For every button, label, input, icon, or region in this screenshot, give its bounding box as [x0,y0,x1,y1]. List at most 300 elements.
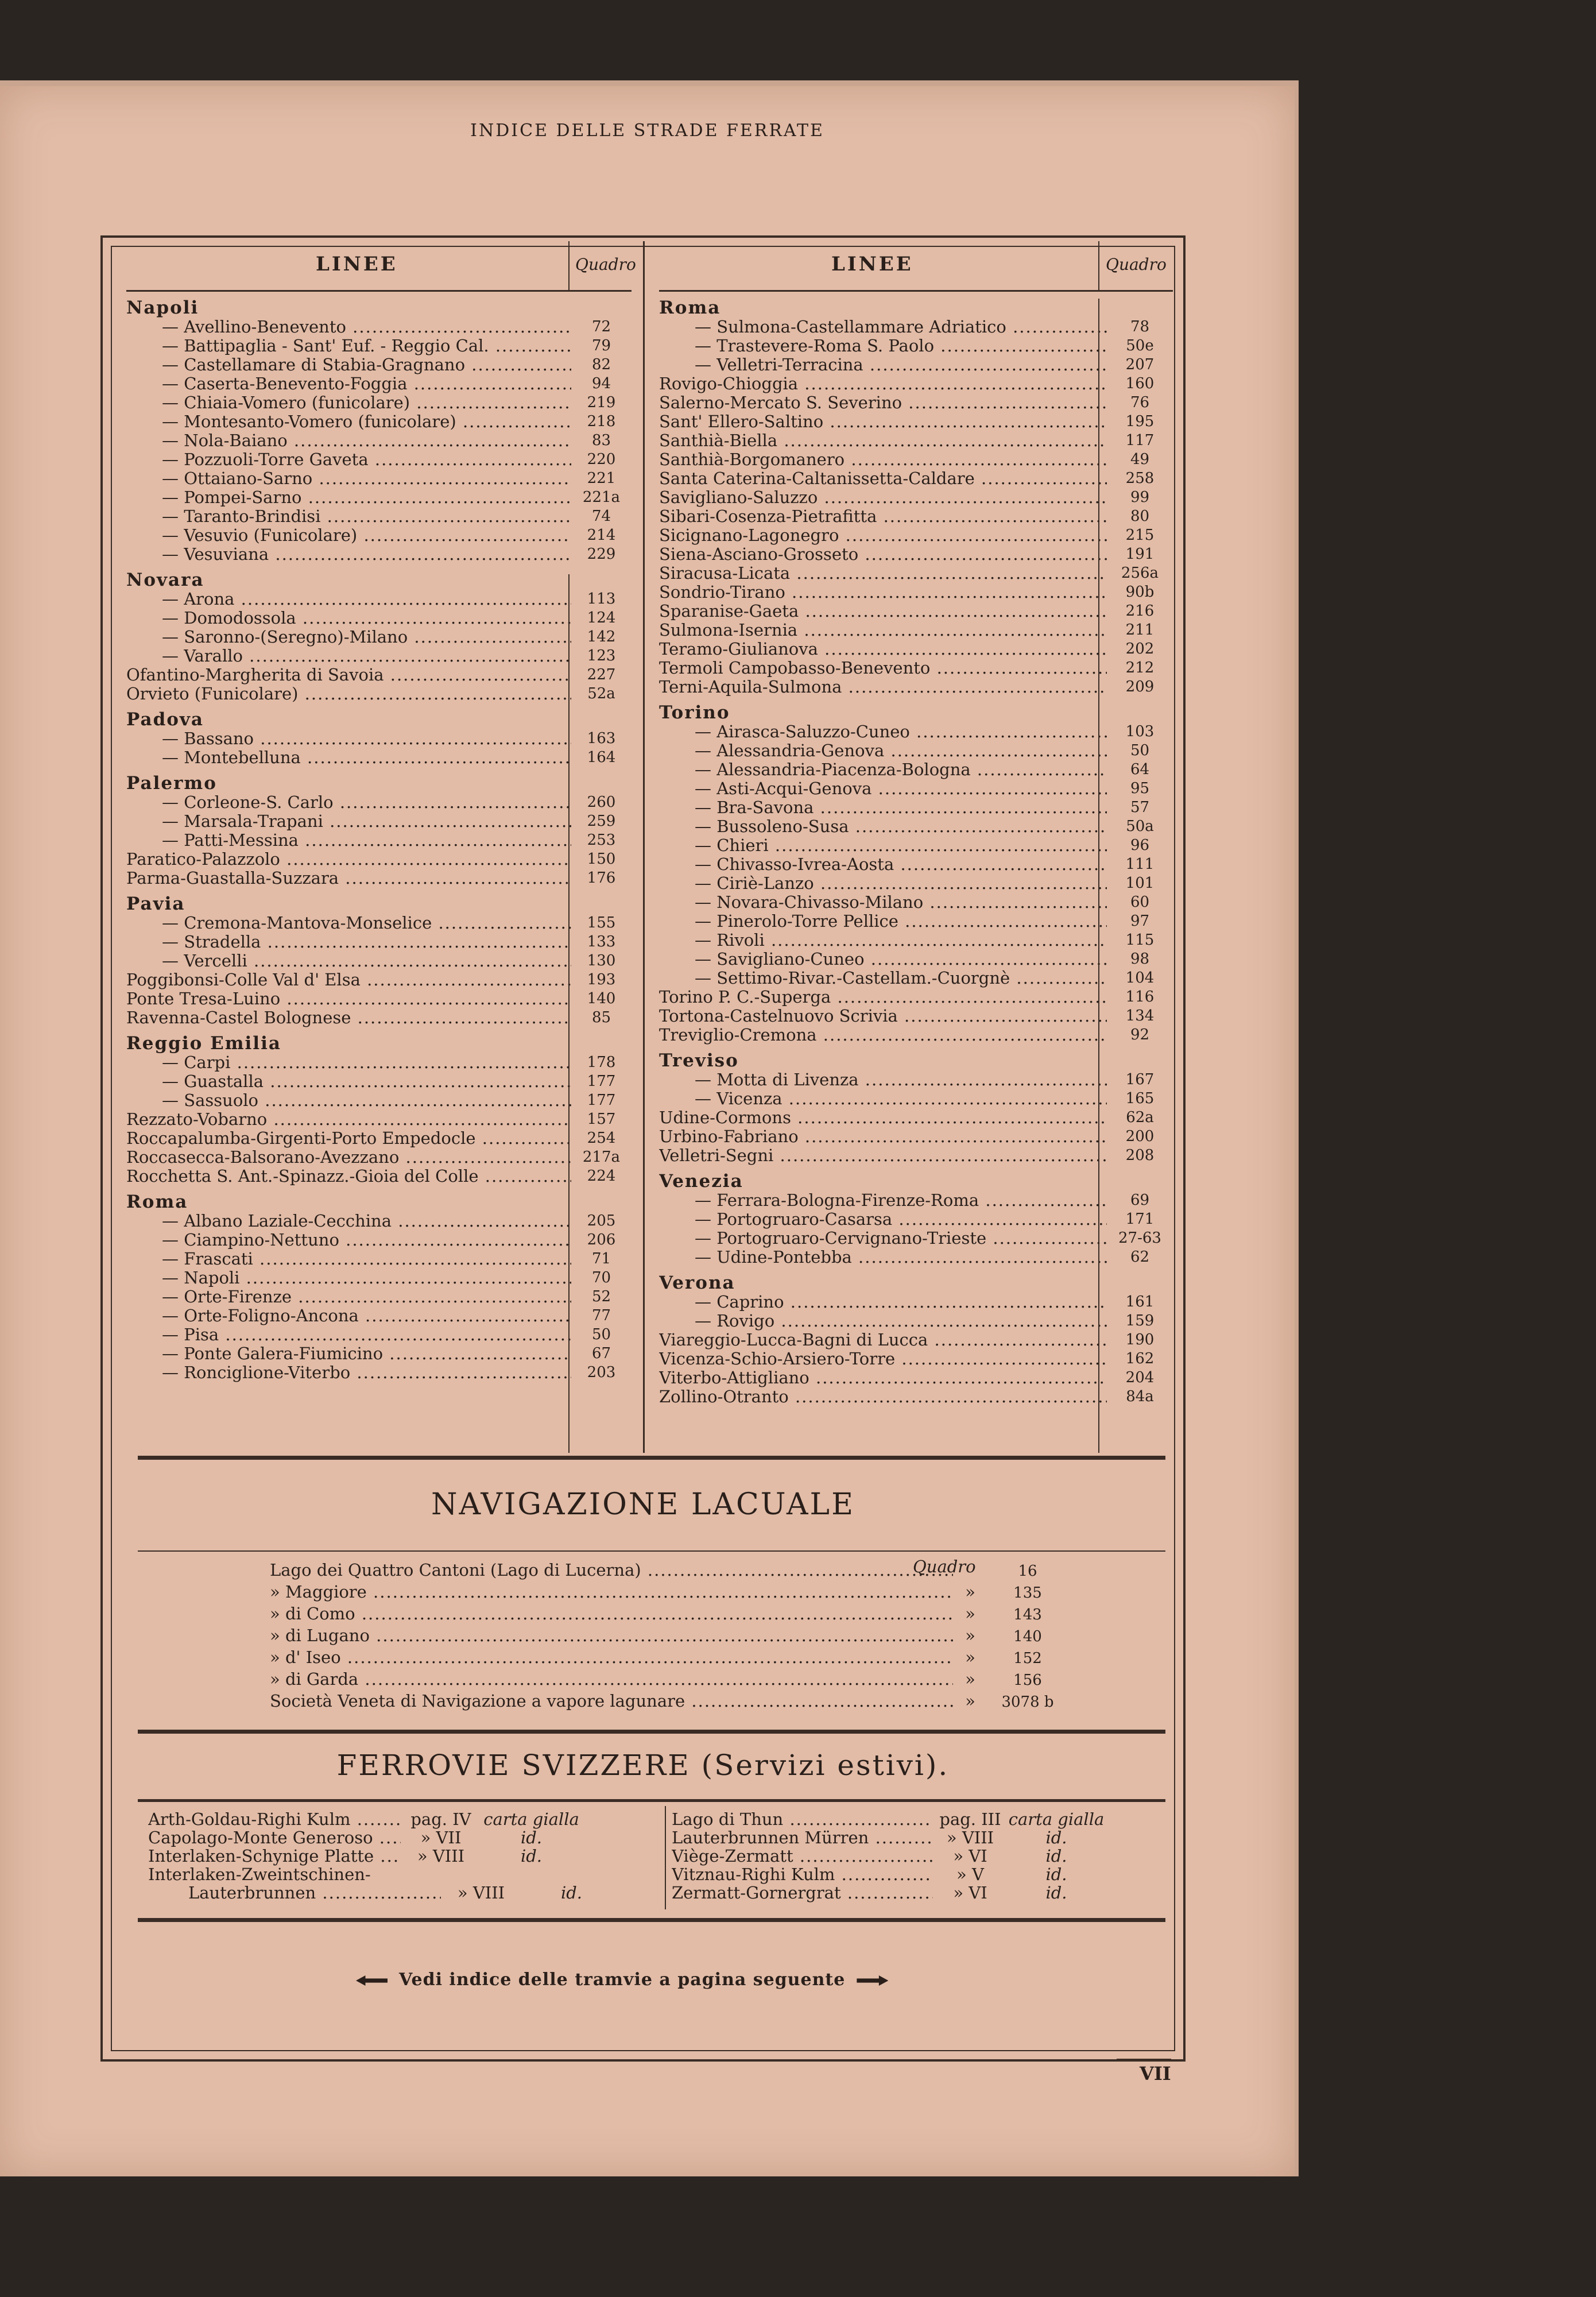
lake-name: » di Lugano ..... [270,1626,953,1645]
group-heading [659,1172,1173,1191]
quadro-number: 50e [1126,337,1154,354]
index-row [126,545,632,564]
quadro-number: 204 [1125,1369,1155,1386]
spacer [659,1165,1173,1172]
lake-row [270,1689,1177,1711]
spacer [126,767,632,774]
quadro-number: 67 [591,1345,611,1362]
index-row [659,526,1173,545]
group-heading [126,1034,632,1053]
ditto-mark: » [965,1691,975,1711]
ditto-mark: » [965,1648,975,1667]
lines-heading: LINEE [316,253,398,276]
index-row [659,741,1173,760]
line-name: — Sassuolo ..... [126,1091,571,1110]
page-number: VII [1140,2063,1171,2085]
index-row [126,469,632,488]
group-heading [659,1051,1173,1070]
quadro-number: 133 [587,933,616,950]
index-row [126,1167,632,1186]
group-name: Novara [126,571,204,590]
line-name: Velletri-Segni ..... [659,1146,1107,1165]
quadro-number: 162 [1125,1350,1155,1367]
index-row [126,412,632,431]
lake-list [270,1558,1177,1711]
swiss-left-list [148,1811,622,1902]
line-name: — Rovigo ..... [659,1312,1107,1331]
lake-name: » d' Iseo ..... [270,1648,953,1667]
index-row [126,590,632,609]
index-row [126,989,632,1008]
swiss-line-name: Zermatt-Gornergrat ..... [672,1883,933,1902]
quadro-number: 98 [1130,950,1150,968]
line-name: — Avellino-Benevento ..... [126,318,571,337]
line-name: — Vesuvio (Funicolare) ..... [126,526,571,545]
quadro-heading: Quadro [1106,255,1167,274]
right-column-header [659,241,1173,292]
spacer [126,703,632,710]
line-name: Siena-Asciano-Grosseto ..... [659,545,1107,564]
line-name: — Ponte Galera-Fiumicino ..... [126,1344,571,1363]
swiss-row [672,1884,1105,1902]
quadro-number: 52a [587,685,615,702]
lines-heading: LINEE [831,253,913,276]
index-row [659,1108,1173,1127]
quadro-number: 117 [1125,432,1155,449]
ditto-mark: » [965,1582,975,1602]
quadro-number: 78 [1130,318,1150,335]
line-name: Poggibonsi-Colle Val d' Elsa ..... [126,970,571,989]
swiss-line-name: Lauterbrunnen Mürren ..... [672,1828,933,1847]
index-row [126,933,632,952]
index-row [659,507,1173,526]
quadro-number: 3078 b [1001,1693,1054,1711]
quadro-number: 134 [1125,1007,1155,1024]
quadro-number: 76 [1130,394,1150,411]
quadro-number: 208 [1125,1147,1155,1164]
index-row [126,1110,632,1129]
line-name: — Albano Laziale-Cecchina ..... [126,1212,571,1231]
quadro-number: 74 [591,508,611,525]
quadro-number: 195 [1125,413,1155,430]
index-row [659,1248,1173,1267]
quadro-number: 62a [1126,1109,1154,1126]
quadro-number: 253 [587,832,616,849]
quadro-number: 205 [587,1212,616,1229]
index-row [126,1053,632,1072]
swiss-line-name: Lauterbrunnen ..... [148,1883,441,1902]
index-row [126,431,632,450]
index-row [126,1091,632,1110]
quadro-number: 161 [1125,1293,1155,1310]
line-name: — Chiaia-Vomero (funicolare) ..... [126,393,571,412]
line-name: — Domodossola ..... [126,609,571,628]
quadro-number: 215 [1125,527,1155,544]
line-name: — Arona ..... [126,590,571,609]
spacer [126,1186,632,1193]
swiss-line-name: Interlaken-Schynige Platte ..... [148,1846,401,1866]
quadro-number: 70 [591,1269,611,1286]
spacer [659,1267,1173,1274]
line-name: Viareggio-Lucca-Bagni di Lucca ..... [659,1331,1107,1349]
index-row [126,609,632,628]
line-name: Salerno-Mercato S. Severino ..... [659,393,1107,412]
index-row [659,874,1173,893]
swiss-page-ref: pag. III [939,1809,1001,1829]
group-name: Napoli [126,299,199,318]
line-name: — Cremona-Mantova-Monselice ..... [126,914,571,933]
index-row [659,798,1173,817]
swiss-page-ref: » VIII [417,1846,465,1866]
group-name: Pavia [126,895,185,914]
line-name: Parma-Guastalla-Suzzara ..... [126,869,571,888]
quadro-number: 177 [587,1073,616,1090]
line-name: Roccasecca-Balsorano-Avezzano ..... [126,1148,571,1167]
swiss-row [148,1866,622,1884]
index-row [659,1089,1173,1108]
group-heading [126,895,632,914]
swiss-line-name: Arth-Goldau-Righi Kulm ..... [148,1809,401,1829]
group-heading [126,571,632,590]
quadro-number: 178 [587,1054,616,1071]
swiss-page-ref: » VI [953,1846,987,1866]
swiss-right-list [672,1811,1105,1902]
line-name: — Montesanto-Vomero (funicolare) ..... [126,412,571,431]
quadro-number: 103 [1125,723,1155,740]
swiss-card-ref: id. [1045,1828,1067,1847]
index-row [659,318,1173,337]
index-row [659,817,1173,836]
line-name: — Corleone-S. Carlo ..... [126,793,571,812]
quadro-number: 99 [1130,489,1150,506]
index-row [126,393,632,412]
line-name: Siracusa-Licata ..... [659,564,1107,583]
swiss-row [672,1811,1105,1829]
line-name: — Alessandria-Genova ..... [659,741,1107,760]
line-name: — Pinerolo-Torre Pellice ..... [659,912,1107,931]
index-row [126,374,632,393]
swiss-card-ref: carta gialla [1008,1809,1105,1829]
index-row [126,812,632,831]
index-row [659,431,1173,450]
line-name: — Motta di Livenza ..... [659,1070,1107,1089]
quadro-number: 143 [1013,1606,1042,1623]
line-name: — Marsala-Trapani ..... [126,812,571,831]
swiss-card-ref: id. [520,1828,543,1847]
line-name: — Nola-Baiano ..... [126,431,571,450]
quadro-number: 159 [1125,1312,1155,1329]
group-heading [659,299,1173,318]
line-name: Savigliano-Saluzzo ..... [659,488,1107,507]
index-row [126,337,632,355]
line-name: — Ronciglione-Viterbo ..... [126,1363,571,1382]
index-row [126,685,632,703]
index-row [659,393,1173,412]
line-name: — Vesuviana ..... [126,545,571,564]
index-row [126,831,632,850]
line-name: — Varallo ..... [126,647,571,666]
lake-name: » di Garda ..... [270,1669,953,1689]
group-heading [126,1193,632,1212]
swiss-line-name: Viège-Zermatt ..... [672,1846,933,1866]
swiss-page-ref: » VI [953,1883,987,1902]
quadro-number: 27-63 [1118,1229,1161,1247]
line-name: — Vercelli ..... [126,952,571,970]
quadro-number: 50 [1130,742,1150,759]
index-row [659,855,1173,874]
group-heading [659,703,1173,722]
group-heading [126,710,632,729]
index-row [659,659,1173,678]
quadro-number: 167 [1125,1071,1155,1088]
line-name: — Udine-Pontebba ..... [659,1248,1107,1267]
quadro-number: 60 [1130,894,1150,911]
quadro-number: 96 [1130,837,1150,854]
line-name: Roccapalumba-Girgenti-Porto Empedocle ..... [126,1129,571,1148]
line-name: — Rivoli ..... [659,931,1107,950]
line-name: — Orte-Firenze ..... [126,1287,571,1306]
spacer [659,1045,1173,1051]
quadro-number: 206 [587,1231,616,1248]
line-name: Paratico-Palazzolo ..... [126,850,571,869]
line-name: — Settimo-Rivar.-Castellam.-Cuorgnè ..... [659,969,1107,988]
quadro-number: 156 [1013,1672,1042,1689]
quadro-number: 97 [1130,912,1150,930]
quadro-number: 207 [1125,356,1155,373]
swiss-page-ref: » VII [420,1828,462,1847]
line-name: — Ciriè-Lanzo ..... [659,874,1107,893]
quadro-number: 115 [1125,931,1155,949]
quadro-number: 202 [1125,640,1155,658]
ditto-mark: » [965,1626,975,1645]
quadro-number: 254 [587,1130,616,1147]
swiss-row [148,1829,622,1847]
quadro-number: 214 [587,527,616,544]
index-row [659,969,1173,988]
quadro-number: 95 [1130,780,1150,797]
index-row [659,1349,1173,1368]
index-row [126,1269,632,1287]
swiss-card-ref: id. [1045,1865,1067,1884]
quadro-number: 130 [587,952,616,969]
quadro-number: 209 [1125,678,1155,695]
quadro-number: 92 [1130,1026,1150,1043]
group-name: Torino [659,703,730,722]
line-name: — Vicenza ..... [659,1089,1107,1108]
line-name: Treviglio-Cremona ..... [659,1026,1107,1045]
index-row [659,545,1173,564]
lake-row [270,1667,1177,1689]
quadro-number: 77 [591,1307,611,1324]
group-heading [659,1274,1173,1293]
line-name: Ofantino-Margherita di Savoia ..... [126,666,571,685]
index-row [126,1008,632,1027]
quadro-number: 200 [1125,1128,1155,1145]
index-row [126,1306,632,1325]
quadro-number: 256a [1121,564,1159,582]
index-row [659,1070,1173,1089]
line-name: Santhià-Borgomanero ..... [659,450,1107,469]
quadro-number: 50a [1126,818,1154,835]
swiss-row [148,1884,622,1902]
swiss-page-ref: » VIII [457,1883,505,1902]
quadro-number: 227 [587,666,616,683]
quadro-number: 84a [1126,1388,1154,1405]
lake-name: » di Como ..... [270,1604,953,1623]
line-name: — Patti-Messina ..... [126,831,571,850]
quadro-number: 221 [587,470,616,487]
quadro-number: 71 [591,1250,611,1267]
quadro-number: 140 [587,990,616,1007]
line-name: — Montebelluna ..... [126,748,571,767]
line-name: Zollino-Otranto ..... [659,1387,1107,1406]
line-name: — Carpi ..... [126,1053,571,1072]
index-row [659,1312,1173,1331]
swiss-page-ref: » VIII [946,1828,994,1847]
quadro-number: 116 [1125,988,1155,1006]
index-row [126,526,632,545]
left-column [126,241,636,1382]
index-row [659,337,1173,355]
index-row [659,1293,1173,1312]
ditto-mark: » [965,1604,975,1623]
index-row [659,469,1173,488]
quadro-number: 212 [1125,659,1155,676]
quadro-number: 62 [1130,1248,1150,1266]
quadro-heading: Quadro [575,255,636,274]
group-name: Roma [126,1193,188,1212]
quadro-number: 111 [1125,856,1155,873]
index-row [659,621,1173,640]
quadro-number: 217a [582,1148,621,1166]
line-name: Sicignano-Lagonegro ..... [659,526,1107,545]
quadro-number: 258 [1125,470,1155,487]
index-row [659,1127,1173,1146]
line-name: — Sulmona-Castellammare Adriatico ..... [659,318,1107,337]
quadro-number: 157 [587,1111,616,1128]
index-row [126,793,632,812]
lake-name: Società Veneta di Navigazione a vapore lagunare ..... [270,1691,953,1711]
quadro-number: 124 [587,609,616,627]
quadro-number: 50 [591,1326,611,1343]
line-name: Sibari-Cosenza-Pietrafitta ..... [659,507,1107,526]
index-row [126,914,632,933]
quadro-number: 160 [1125,375,1155,392]
line-name: Rovigo-Chioggia ..... [659,374,1107,393]
lake-name: » Maggiore ..... [270,1582,953,1602]
index-row [659,988,1173,1007]
line-name: — Napoli ..... [126,1269,571,1287]
index-row [126,1148,632,1167]
quadro-number: 79 [591,337,611,354]
quadro-number: 69 [1130,1192,1150,1209]
index-row [659,1229,1173,1248]
index-row [126,729,632,748]
line-name: Viterbo-Attigliano ..... [659,1368,1107,1387]
quadro-number: 190 [1125,1331,1155,1348]
column-divider [643,241,645,1453]
quadro-number: 104 [1125,969,1155,987]
swiss-row [672,1829,1105,1847]
line-name: — Stradella ..... [126,933,571,952]
index-row [126,850,632,869]
index-row [126,1072,632,1091]
index-row [659,779,1173,798]
index-row [126,507,632,526]
swiss-line-name: Vitznau-Righi Kulm ..... [672,1865,933,1884]
index-row [659,836,1173,855]
quadro-number: 163 [587,730,616,747]
swiss-line-name: Capolago-Monte Generoso ..... [148,1828,401,1847]
ditto-mark: » [965,1669,975,1689]
index-row [659,893,1173,912]
index-row [659,678,1173,697]
line-name: — Saronno-(Seregno)-Milano ..... [126,628,571,647]
line-name: — Ferrara-Bologna-Firenze-Roma ..... [659,1191,1107,1210]
quadro-number: 72 [591,318,611,335]
swiss-line-name: Interlaken-Zweintschinen- [148,1865,371,1884]
index-row [126,748,632,767]
quadro-number: 211 [1125,621,1155,639]
quadro-number: 221a [582,489,621,506]
pointing-hand-icon [857,1975,888,1986]
index-row [126,1212,632,1231]
line-name: Terni-Aquila-Sulmona ..... [659,678,1107,697]
line-name: Ponte Tresa-Luino ..... [126,989,571,1008]
swiss-row [672,1866,1105,1884]
group-name: Palermo [126,774,217,793]
quadro-number: 203 [587,1364,616,1381]
line-name: — Guastalla ..... [126,1072,571,1091]
line-name: Udine-Cormons ..... [659,1108,1107,1127]
line-name: — Frascati ..... [126,1250,571,1269]
index-row [126,869,632,888]
index-row [659,412,1173,431]
line-name: — Novara-Chivasso-Milano ..... [659,893,1107,912]
lake-row [270,1602,1177,1623]
line-name: — Bassano ..... [126,729,571,748]
lake-name: Lago dei Quattro Cantoni (Lago di Lucerna) ..... [270,1560,953,1580]
quadro-number: 259 [587,813,616,830]
index-row [126,318,632,337]
line-name: Torino P. C.-Superga ..... [659,988,1107,1007]
lake-row [270,1580,1177,1602]
index-row [659,912,1173,931]
index-row [126,1344,632,1363]
line-name: Sant' Ellero-Saltino ..... [659,412,1107,431]
spacer [126,1027,632,1034]
quadro-number: 176 [587,869,616,887]
index-row [126,666,632,685]
index-row [659,931,1173,950]
index-row [126,952,632,970]
quadro-number: 193 [587,971,616,988]
line-name: — Orte-Foligno-Ancona ..... [126,1306,571,1325]
swiss-section-title: FERROVIE SVIZZERE (Servizi estivi). [336,1749,950,1782]
quadro-number: 90b [1125,583,1155,601]
table-bottom-rule [138,1456,1165,1460]
line-name: — Bra-Savona ..... [659,798,1107,817]
quadro-number: 80 [1130,508,1150,525]
swiss-row [148,1811,622,1829]
index-row [126,1325,632,1344]
quadro-number: 224 [587,1167,616,1185]
index-row [659,583,1173,602]
swiss-row [672,1847,1105,1866]
line-name: — Pozzuoli-Torre Gaveta ..... [126,450,571,469]
quadro-number: 165 [1125,1090,1155,1107]
index-row [659,1387,1173,1406]
